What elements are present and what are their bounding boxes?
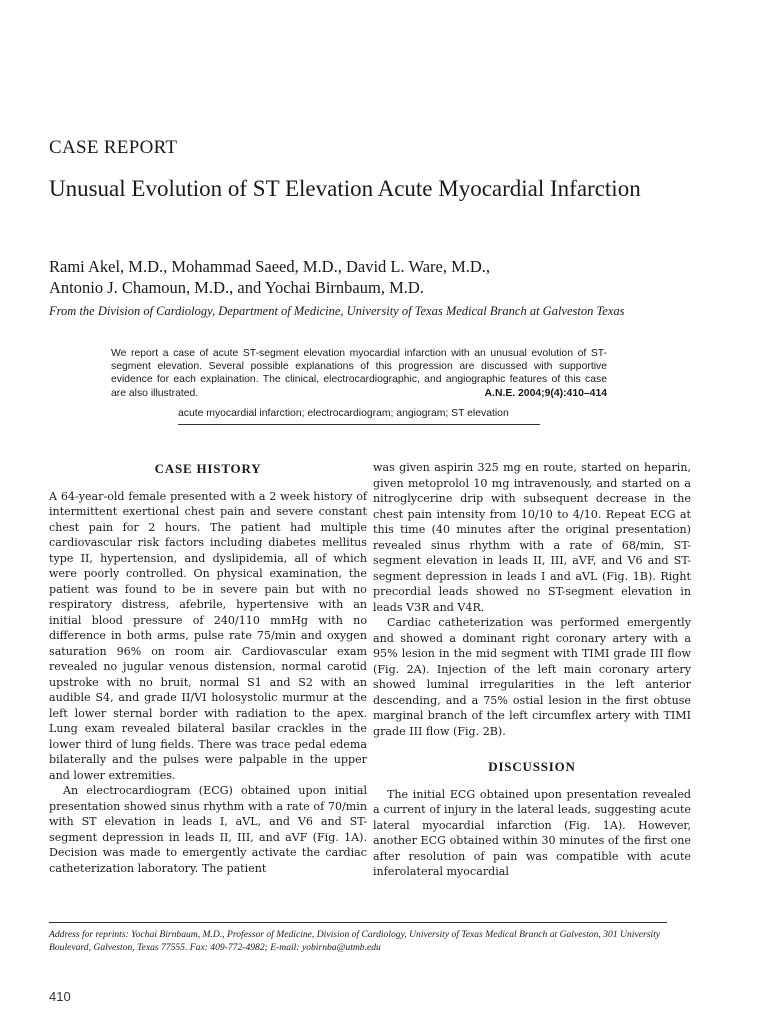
journal-citation: A.N.E. 2004;9(4):410–414: [484, 387, 607, 399]
author-list: [49, 256, 709, 298]
authors-line-2: Antonio J. Chamoun, M.D., and Yochai Birnbaum, M.D.: [49, 278, 424, 297]
right-column: [373, 460, 691, 880]
discussion-heading: DISCUSSION: [488, 759, 576, 774]
body-paragraph: Cardiac catheterization was performed emergently and showed a dominant right coronary artery with a 95% lesion in the mid segment with TIMI grade III flow (Fig. 2A). Injection of the left main coronary artery showed luminal irregularities in the left anterior descending, and a 75% ostial lesion in the first obtuse marginal branch of the left circumflex artery with TIMI grade III flow (Fig. 2B).: [373, 616, 691, 738]
affiliation: From the Division of Cardiology, Department of Medicine, University of Texas Medical Branch at Galveston Texas: [49, 304, 625, 318]
body-paragraph: was given aspirin 325 mg en route, started on heparin, given metoprolol 10 mg intravenously, and started on a nitroglycerine drip with subsequent decrease in the chest pain intensity from 10/10 to 4/10. Repeat ECG at this time (40 minutes after the original presentation) revealed sinus rhythm with a rate of 68/min, ST-segment elevation in leads II, III, aVF, and V6 and ST-segment depression in leads I and aVL (Fig. 1B). Right precordial leads showed no ST-segment elevation in leads V3R and V4R.: [373, 461, 691, 614]
case-history-heading: CASE HISTORY: [154, 461, 262, 476]
footnote-divider: [49, 922, 667, 923]
authors-line-1: Rami Akel, M.D., Mohammad Saeed, M.D., David L. Ware, M.D.,: [49, 257, 491, 276]
keywords: acute myocardial infarction; electrocardiogram; angiogram; ST elevation: [178, 408, 540, 425]
page-number: 410: [49, 989, 71, 1004]
left-column: [49, 460, 367, 876]
article-title: Unusual Evolution of ST Elevation Acute Myocardial Infarction: [49, 176, 641, 201]
abstract-text: We report a case of acute ST-segment elevation myocardial infarction with an unusual evolution of ST-segment elevation. Several possible explanations of this progression are discussed with supportive evidence for each explaination. The clinical, electrocardiographic, and angiographic features of this case are also illustrated.: [111, 348, 607, 399]
reprint-footnote: Address for reprints: Yochai Birnbaum, M.D., Professor of Medicine, Division of Cardiology, University of Texas Medical Branch at Galveston, 301 University Boulevard, Galveston, Texas 77555. Fax: 409-772-4982; E-mail: yobirnba@utmb.edu: [49, 929, 661, 953]
body-paragraph: An electrocardiogram (ECG) obtained upon initial presentation showed sinus rhythm with a rate of 70/min with ST elevation in leads I, aVL, and V6 and ST-segment depression in leads II, III, and aVF (Fig. 1A). Decision was made to emergently activate the cardiac catheterization laboratory. The patient: [49, 784, 367, 875]
body-paragraph: The initial ECG obtained upon presentation revealed a current of injury in the lateral leads, suggesting acute lateral myocardial infarction (Fig. 1A). However, another ECG obtained within 30 minutes of the first one after resolution of pain was compatible with acute inferolateral myocardial: [373, 787, 691, 878]
abstract: [111, 347, 607, 400]
body-paragraph: A 64-year-old female presented with a 2 week history of intermittent exertional chest pain and severe constant chest pain for 2 hours. The patient had multiple cardiovascular risk factors including diabetes mellitus type II, hypertension, and dyslipidemia, all of which were poorly controlled. On physical examination, the patient was found to be in severe pain but with no respiratory distress, afebrile, hypertensive with an initial blood pressure of 240/110 mmHg with no difference in both arms, pulse rate 75/min and oxygen saturation 96% on room air. Cardiovascular exam revealed no jugular venous distension, normal carotid upstroke with no bruit, normal S1 and S2 with an audible S4, and grade II/VI holosystolic murmur at the left lower sternal border with radiation to the apex. Lung exam revealed bilateral basilar crackles in the lower third of lung fields. There was trace pedal edema bilaterally and the pulses were palpable in the upper and lower extremities.: [49, 489, 367, 782]
section-label: CASE REPORT: [49, 137, 178, 158]
